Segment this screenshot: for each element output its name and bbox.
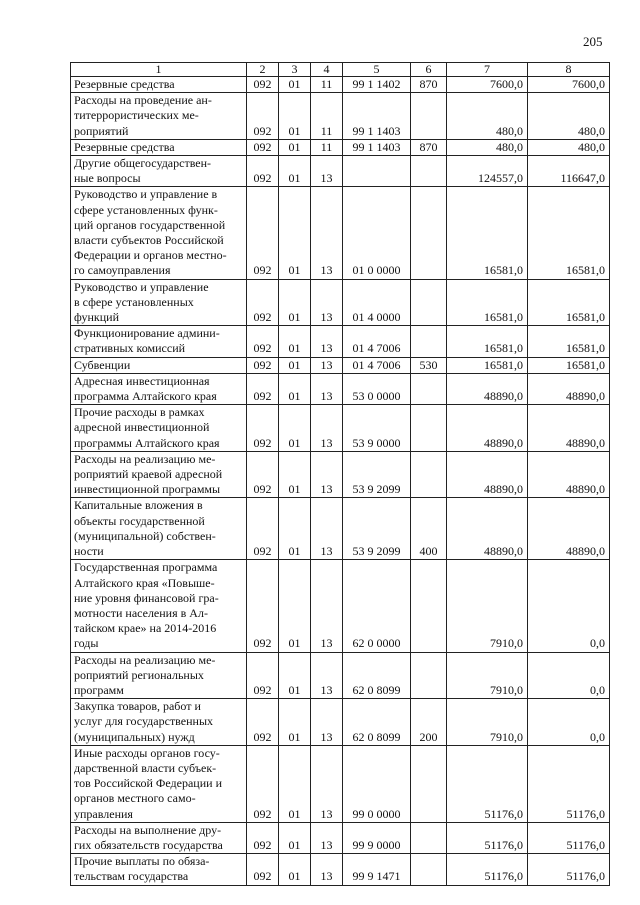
table-row <box>71 745 610 822</box>
amount-2016-cell: 51176,0 <box>528 745 610 822</box>
section-code-cell: 01 <box>279 405 311 452</box>
amount-2016-cell: 51176,0 <box>528 854 610 885</box>
target-article-cell: 01 4 0000 <box>343 279 411 326</box>
amount-2015-cell: 51176,0 <box>447 822 528 853</box>
subsection-code-cell: 13 <box>311 405 343 452</box>
section-code-cell: 01 <box>279 699 311 746</box>
expense-name-cell: Расходы на выполнение дру- гих обязательств государства <box>71 822 247 853</box>
table-row <box>71 77 610 93</box>
subsection-code-cell: 13 <box>311 854 343 885</box>
subsection-code-cell: 13 <box>311 451 343 498</box>
subsection-code-cell: 11 <box>311 77 343 93</box>
amount-2015-cell: 480,0 <box>447 93 528 140</box>
expense-type-cell <box>411 373 447 404</box>
ministry-code-cell: 092 <box>247 373 279 404</box>
section-code-cell: 01 <box>279 822 311 853</box>
expense-type-cell <box>411 822 447 853</box>
amount-2015-cell: 16581,0 <box>447 357 528 373</box>
expense-type-cell <box>411 279 447 326</box>
table-row <box>71 854 610 885</box>
header-cell: 5 <box>343 63 411 77</box>
amount-2015-cell: 48890,0 <box>447 373 528 404</box>
header-cell: 1 <box>71 63 247 77</box>
table-row <box>71 451 610 498</box>
table-row <box>71 560 610 652</box>
amount-2015-cell: 51176,0 <box>447 854 528 885</box>
expense-name-cell: Прочие расходы в рамках адресной инвестиционной программы Алтайского края <box>71 405 247 452</box>
target-article-cell: 01 0 0000 <box>343 187 411 279</box>
expense-type-cell: 870 <box>411 77 447 93</box>
amount-2015-cell: 16581,0 <box>447 279 528 326</box>
ministry-code-cell: 092 <box>247 156 279 187</box>
section-code-cell: 01 <box>279 139 311 155</box>
ministry-code-cell: 092 <box>247 822 279 853</box>
expense-type-cell <box>411 187 447 279</box>
table-row <box>71 357 610 373</box>
expense-type-cell: 870 <box>411 139 447 155</box>
target-article-cell: 53 9 2099 <box>343 498 411 560</box>
table-row <box>71 498 610 560</box>
subsection-code-cell: 13 <box>311 326 343 357</box>
table-row <box>71 822 610 853</box>
amount-2016-cell: 0,0 <box>528 652 610 699</box>
target-article-cell: 62 0 8099 <box>343 652 411 699</box>
section-code-cell: 01 <box>279 373 311 404</box>
expense-type-cell <box>411 156 447 187</box>
expense-type-cell <box>411 854 447 885</box>
expense-name-cell: Расходы на проведение ан- титеррористических ме- роприятий <box>71 93 247 140</box>
expense-name-cell: Расходы на реализацию ме- роприятий краевой адресной инвестиционной программы <box>71 451 247 498</box>
target-article-cell: 62 0 8099 <box>343 699 411 746</box>
subsection-code-cell: 13 <box>311 156 343 187</box>
section-code-cell: 01 <box>279 187 311 279</box>
section-code-cell: 01 <box>279 854 311 885</box>
target-article-cell: 99 1 1403 <box>343 139 411 155</box>
subsection-code-cell: 13 <box>311 357 343 373</box>
amount-2016-cell: 48890,0 <box>528 498 610 560</box>
header-row <box>71 63 610 77</box>
expense-name-cell: Иные расходы органов госу- дарственной власти субъек- тов Российской Федерации и органов местного само- управления <box>71 745 247 822</box>
page-number: 205 <box>583 34 603 49</box>
amount-2016-cell: 16581,0 <box>528 326 610 357</box>
amount-2016-cell: 51176,0 <box>528 822 610 853</box>
section-code-cell: 01 <box>279 652 311 699</box>
section-code-cell: 01 <box>279 326 311 357</box>
expense-name-cell: Резервные средства <box>71 139 247 155</box>
expense-type-cell <box>411 93 447 140</box>
ministry-code-cell: 092 <box>247 854 279 885</box>
header-cell: 3 <box>279 63 311 77</box>
ministry-code-cell: 092 <box>247 405 279 452</box>
amount-2016-cell: 16581,0 <box>528 187 610 279</box>
expense-type-cell: 200 <box>411 699 447 746</box>
ministry-code-cell: 092 <box>247 451 279 498</box>
subsection-code-cell: 13 <box>311 822 343 853</box>
table-row <box>71 326 610 357</box>
expense-type-cell <box>411 451 447 498</box>
subsection-code-cell: 13 <box>311 279 343 326</box>
ministry-code-cell: 092 <box>247 357 279 373</box>
ministry-code-cell: 092 <box>247 699 279 746</box>
amount-2015-cell: 480,0 <box>447 139 528 155</box>
ministry-code-cell: 092 <box>247 326 279 357</box>
target-article-cell: 53 9 2099 <box>343 451 411 498</box>
expense-type-cell <box>411 326 447 357</box>
expense-type-cell <box>411 652 447 699</box>
subsection-code-cell: 11 <box>311 93 343 140</box>
subsection-code-cell: 13 <box>311 745 343 822</box>
amount-2016-cell: 7600,0 <box>528 77 610 93</box>
amount-2015-cell: 7910,0 <box>447 560 528 652</box>
ministry-code-cell: 092 <box>247 139 279 155</box>
expense-name-cell: Капитальные вложения в объекты государственной (муниципальной) собствен- ности <box>71 498 247 560</box>
target-article-cell: 99 0 0000 <box>343 745 411 822</box>
subsection-code-cell: 13 <box>311 652 343 699</box>
amount-2015-cell: 16581,0 <box>447 326 528 357</box>
ministry-code-cell: 092 <box>247 93 279 140</box>
amount-2015-cell: 7910,0 <box>447 699 528 746</box>
table-row <box>71 405 610 452</box>
amount-2015-cell: 7910,0 <box>447 652 528 699</box>
ministry-code-cell: 092 <box>247 652 279 699</box>
amount-2015-cell: 16581,0 <box>447 187 528 279</box>
table-row <box>71 652 610 699</box>
section-code-cell: 01 <box>279 560 311 652</box>
ministry-code-cell: 092 <box>247 77 279 93</box>
expense-type-cell <box>411 560 447 652</box>
section-code-cell: 01 <box>279 451 311 498</box>
target-article-cell: 99 9 1471 <box>343 854 411 885</box>
ministry-code-cell: 092 <box>247 279 279 326</box>
section-code-cell: 01 <box>279 279 311 326</box>
table-row <box>71 279 610 326</box>
target-article-cell: 53 0 0000 <box>343 373 411 404</box>
target-article-cell: 53 9 0000 <box>343 405 411 452</box>
expense-name-cell: Закупка товаров, работ и услуг для государственных (муниципальных) нужд <box>71 699 247 746</box>
expense-type-cell: 400 <box>411 498 447 560</box>
expense-name-cell: Руководство и управление в сфере установленных функ- ций органов государственной власти субъектов Российской Федерации и органов местно- го самоуправления <box>71 187 247 279</box>
amount-2016-cell: 0,0 <box>528 560 610 652</box>
expense-name-cell: Субвенции <box>71 357 247 373</box>
amount-2015-cell: 48890,0 <box>447 405 528 452</box>
table-row <box>71 156 610 187</box>
amount-2015-cell: 51176,0 <box>447 745 528 822</box>
expense-name-cell: Функционирование админи- стративных комиссий <box>71 326 247 357</box>
expense-type-cell <box>411 745 447 822</box>
subsection-code-cell: 13 <box>311 373 343 404</box>
amount-2016-cell: 480,0 <box>528 93 610 140</box>
subsection-code-cell: 11 <box>311 139 343 155</box>
amount-2016-cell: 480,0 <box>528 139 610 155</box>
section-code-cell: 01 <box>279 745 311 822</box>
amount-2016-cell: 48890,0 <box>528 373 610 404</box>
ministry-code-cell: 092 <box>247 560 279 652</box>
target-article-cell <box>343 156 411 187</box>
expense-type-cell: 530 <box>411 357 447 373</box>
table-row <box>71 373 610 404</box>
target-article-cell: 01 4 7006 <box>343 326 411 357</box>
target-article-cell: 99 1 1403 <box>343 93 411 140</box>
header-cell: 6 <box>411 63 447 77</box>
target-article-cell: 01 4 7006 <box>343 357 411 373</box>
target-article-cell: 99 1 1402 <box>343 77 411 93</box>
expense-type-cell <box>411 405 447 452</box>
ministry-code-cell: 092 <box>247 498 279 560</box>
subsection-code-cell: 13 <box>311 699 343 746</box>
subsection-code-cell: 13 <box>311 560 343 652</box>
section-code-cell: 01 <box>279 156 311 187</box>
section-code-cell: 01 <box>279 93 311 140</box>
amount-2016-cell: 16581,0 <box>528 357 610 373</box>
section-code-cell: 01 <box>279 77 311 93</box>
table-row <box>71 93 610 140</box>
expense-name-cell: Государственная программа Алтайского края «Повыше- ние уровня финансовой гра- мотности населения в Ал- тайском крае» на 2014-2016 годы <box>71 560 247 652</box>
amount-2016-cell: 16581,0 <box>528 279 610 326</box>
expense-name-cell: Другие общегосударствен- ные вопросы <box>71 156 247 187</box>
section-code-cell: 01 <box>279 357 311 373</box>
amount-2016-cell: 116647,0 <box>528 156 610 187</box>
expense-name-cell: Расходы на реализацию ме- роприятий региональных программ <box>71 652 247 699</box>
budget-table <box>70 62 610 886</box>
table-body <box>71 77 610 886</box>
header-cell: 8 <box>528 63 610 77</box>
amount-2016-cell: 48890,0 <box>528 451 610 498</box>
target-article-cell: 99 9 0000 <box>343 822 411 853</box>
subsection-code-cell: 13 <box>311 498 343 560</box>
header-cell: 4 <box>311 63 343 77</box>
header-cell: 7 <box>447 63 528 77</box>
expense-name-cell: Прочие выплаты по обяза- тельствам государства <box>71 854 247 885</box>
amount-2015-cell: 124557,0 <box>447 156 528 187</box>
amount-2016-cell: 48890,0 <box>528 405 610 452</box>
header-cell: 2 <box>247 63 279 77</box>
expense-name-cell: Руководство и управление в сфере установленных функций <box>71 279 247 326</box>
subsection-code-cell: 13 <box>311 187 343 279</box>
section-code-cell: 01 <box>279 498 311 560</box>
ministry-code-cell: 092 <box>247 187 279 279</box>
expense-name-cell: Адресная инвестиционная программа Алтайского края <box>71 373 247 404</box>
amount-2015-cell: 7600,0 <box>447 77 528 93</box>
expense-name-cell: Резервные средства <box>71 77 247 93</box>
amount-2016-cell: 0,0 <box>528 699 610 746</box>
table-row <box>71 139 610 155</box>
ministry-code-cell: 092 <box>247 745 279 822</box>
table-row <box>71 187 610 279</box>
amount-2015-cell: 48890,0 <box>447 498 528 560</box>
target-article-cell: 62 0 0000 <box>343 560 411 652</box>
amount-2015-cell: 48890,0 <box>447 451 528 498</box>
table-row <box>71 699 610 746</box>
